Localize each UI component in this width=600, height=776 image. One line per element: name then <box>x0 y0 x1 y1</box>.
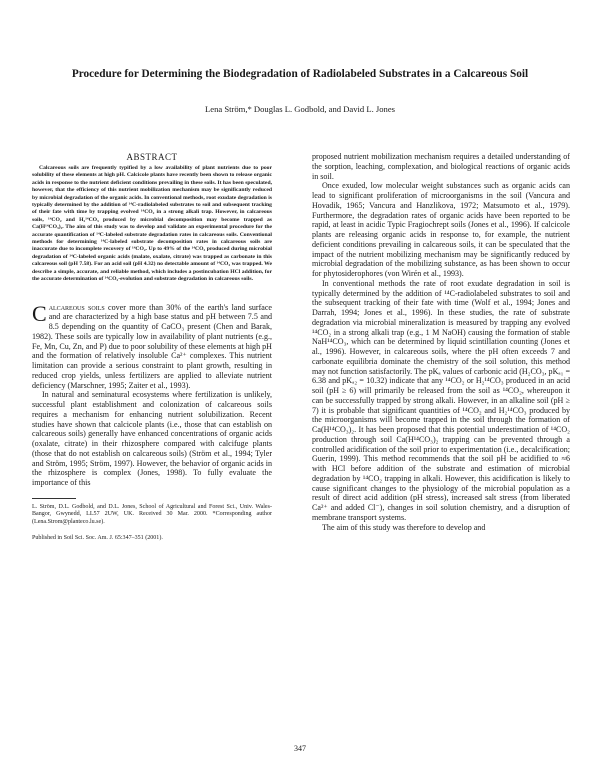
section-gap <box>32 284 272 303</box>
drop-cap: C <box>32 300 47 326</box>
right-paragraph-4: The aim of this study was therefore to develop and <box>322 522 486 532</box>
footnote-divider <box>32 498 76 499</box>
right-paragraph-1: proposed nutrient mobilization mechanism requires a detailed understanding of the sorption, leaching, complexation, and biological reactions of organic acids in soil. <box>312 152 570 181</box>
intro-paragraph-2: In natural and seminatural ecosystems where fertilization is unlikely, successful plant establishment and colonization of calcareous soils requires a mechanism for enhancing nutrient solubilization. Recent studies have shown that calcicole plants (i.e., those that can establish on calcareous soils) generally have enhanced concentrations of organic acids (oxalate, citrate) in their rhizosphere compared with calcifuge plants (those that do not establish on calcareous soils) (Ström et al., 1994; Tyler and Ström, 1995; Ström, 1997). However, the behavior of organic acids in the rhizosphere is complex (Jones, 1998). To fully evaluate the importance of this <box>32 390 272 487</box>
left-column <box>32 152 272 541</box>
right-column <box>312 152 570 532</box>
abstract-heading: ABSTRACT <box>126 152 178 162</box>
author-list: Lena Ström,* Douglas L. Godbold, and David L. Jones <box>205 104 395 114</box>
intro-smallcaps: alcareous soils <box>48 302 105 312</box>
affiliation-footnote: L. Ström, D.L. Godbold, and D.L. Jones, School of Agricultural and Forest Sci., Univ. Wales-Bangor, Gwynedd, LL57 2UW, UK. Received 30 Mar. 2000. *Corresponding author (Lena.Strom@planteco.lu.se). <box>32 503 272 526</box>
intro-paragraph-1 <box>32 300 272 391</box>
intro-paragraph-1-text: cover more than 30% of the earth's land surface and are characterized by a high base status and pH between 7.5 and 8.5 depending on the quantity of CaCO₃ present (Chen and Barak, 1982). These soils are typically low in availability of plant nutrients (e.g., Fe, Mn, Cu, Zn, and P) due to poor solubility of these elements at high pH and the formation of relatively insoluble Ca²⁺ complexes. This nutrient limitation can provide a serious constraint to plant growth, resulting in reduced crop yields, unless fertilizers are applied to alleviate nutrient deficiency (Marschner, 1995; Zaiter et al., 1993). <box>32 302 272 390</box>
page-number: 347 <box>294 744 306 753</box>
publication-info: Published in Soil Sci. Soc. Am. J. 65:347–351 (2001). <box>32 534 163 541</box>
right-paragraph-3: In conventional methods the rate of root exudate degradation in soil is typically determined by the addition of ¹⁴C-radiolabeled substrates to soil and the subsequent tracking of their fate with time (Wolf et al., 1994; Jones and Darrah, 1994; Jones et al., 1996). In these studies, the rate of substrate degradation via microbial mineralization is measured by trapping any evolved ¹⁴CO₂ in a strong alkali trap (e.g., 1 M NaOH) causing the formation of stable NaH¹⁴CO₃, which can be determined by liquid scintillation counting (Jones et al., 1996). However, in calcareous soils, where the pH often exceeds 7 and carbonate equilibria dominate the chemistry of the soil solution, this method may not function satisfactorily. The pKₐ values of carbonic acid (H₂CO₃, pKₐ₁ = 6.38 and pKₐ₂ = 10.32) indicate that any ¹⁴CO₂ or H₂¹⁴CO₃ produced in an acid soil (pH ≥ 6) will primarily be released from the soil as ¹⁴CO₂, whereupon it can be successfully trapped by strong alkali. However, in an alkaline soil (pH ≥ 7) it is probable that significant quantities of ¹⁴CO₂ and H₂¹⁴CO₃ produced by the microorganisms will become trapped in the soil through the formation of Ca(H¹⁴CO₃)₂. It has been proposed that this potential underestimation of ¹⁴CO₂ production through soil Ca(H¹⁴CO₃)₂ trapping can be prevented through a controlled acidification of the soil prior to experimentation (i.e., decalcification; Guerin, 1999). This method recommends that the soil pH be acidified to ≈6 with HCl before addition of the substrate and estimation of microbial degradation by ¹⁴CO₂ trapping in alkali. However, this acidification is likely to cause significant changes to the physiology of the microbial population as a result of direct acid addition (pH stress), increased salt stress (from liberated Ca²⁺ and added Cl⁻), changes in soil solution chemistry, and a disruption of membrane transport systems. <box>312 278 570 522</box>
abstract-text: Calcareous soils are frequently typified by a low availability of plant nutrients due to poor solubility of these elements at high pH. Calcicole plants have recently been shown to release organic acids in response to the nutrient deficient conditions prevailing in these soils. It has been speculated, however, that the efficiency of this nutrient mobilization mechanism may be significantly reduced by microbial degradation of the organic acids. In conventional methods, root exudate degradation is typically determined by the addition of ¹⁴C-radiolabeled substrates to soil and subsequent tracking of their fate with time by trapping evolved ¹⁴CO₂ in a strong alkali trap. However, in calcareous soils, ¹⁴CO₂ and H₂¹⁴CO₃ produced by microbial decomposition may become trapped as Ca(H¹⁴CO₃)₂. The aim of this study was to develop and validate an experimental procedure for the accurate quantification of ¹⁴C-labeled substrate degradation rates in calcareous soils. Conventional methods for determining ¹⁴C-labeled substrate decomposition rates in calcareous soils are inaccurate due to incomplete recovery of ¹⁴CO₂. Up to 49% of the ¹⁴CO₂ produced during microbial degradation of ¹⁴C-labeled organic acids (malate, oxalate, citrate) was trapped as carbonate in this calcareous soil (pH 7.58). For an acid soil (pH 4.32) no detectable amount of ¹⁴CO₂ was trapped. We describe a simple, accurate, and reliable method, which includes a postincubation HCl addition, for the accurate determination of ¹⁴CO₂-evolution and substrate degradation in calcareous soils. <box>32 165 272 283</box>
right-paragraph-2: Once exuded, low molecular weight substances such as organic acids can lead to significant proliferation of microorganisms in the soil (Vancura and Hovadik, 1965; Vancura and Hanzlikova, 1972; Matsumoto et al., 1979). Furthermore, the degradation rates of organic acids have been reported to be rapid, at least in acidic Typic Fragiochrept soils (Jones et al., 1996). If calcicole plants are releasing organic acids in response to, for example, the nutrient deficient conditions prevailing in calcareous soils, it can be speculated that the impact of the nutrient mobilizing mechanism may be significantly reduced by microbial degradation of the mobilizing substance, as has been shown to occur for phytosiderophores (von Wirén et al., 1993). <box>312 181 570 278</box>
article-title: Procedure for Determining the Biodegradation of Radiolabeled Substrates in a Calcareous Soil <box>71 68 529 80</box>
